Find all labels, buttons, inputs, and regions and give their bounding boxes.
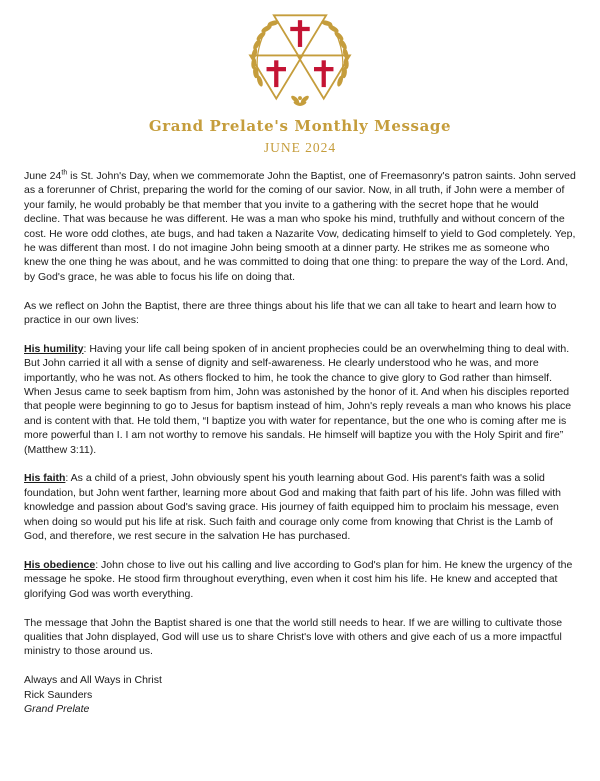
paragraph-intro — [24, 169, 576, 284]
ordinal-suffix: th — [61, 169, 68, 177]
point-text-humility: : Having your life call being spoken of in ancient prophecies could be an overwhelming thing to deal with. But John carried it all with a sense of dignity and self-awareness. He clearly understood who he was, and more importantly, who he was not. As others flocked to him, he took the chance to give glory to God rather than himself. When Jesus came to seek baptism from him, John was astonished by the honor of it. And when his disciples reported that people were beginning to go to Jesus for baptism instead of him, John's reply reveals a man who knows his place and is content with that. He told them, “I baptize you with water for repentance, but the one who is coming after me is more powerful than I. I am not worthy to remove his sandals. He himself will baptize you with the Holy Spirit and fire” (Matthew 3:11). — [24, 342, 572, 456]
signature-name: Rick Saunders — [24, 688, 93, 701]
intro-text-rest: is St. John's Day, when we commemorate John the Baptist, one of Freemasonry's patron saints. John served as a forerunner of Christ, preparing the world for the coming of our savior. Now, in all truth, if John were a member of your family, he would probably be that member that you invite to a gathering with the secret hope that he would decline. That was because he was different. He was a man who spoke his mind, truthfully and without concern of the cost. He wore odd clothes, ate bugs, and had taken a Nazarite Vow, dedicating himself to yield to God completely. Yep, he was different than most. I do not imagine John being smooth at a dinner party. He strikes me as someone who knew the one thing he was about, and he was committed to doing that one thing: to prepare the way of the Lord. And, by God's grace, he was able to focus his life on doing that. — [24, 170, 576, 283]
point-heading-humility: His humility — [24, 342, 84, 355]
signature-title: Grand Prelate — [24, 702, 90, 715]
paragraph-obedience — [24, 558, 576, 601]
page-subtitle-date: JUNE 2024 — [263, 140, 337, 155]
paragraph-closing: The message that John the Baptist shared is one that the world still needs to hear. If we are willing to cultivate those qualities that John displayed, God will use us to share Christ's love with others and give each of us a more impactful ministry to those around us. — [24, 616, 563, 658]
triple-triangle-cross-wreath-icon — [239, 8, 361, 109]
red-crosses — [267, 20, 334, 87]
point-heading-obedience: His obedience — [24, 558, 96, 571]
point-heading-faith: His faith — [24, 472, 66, 485]
page-title: Grand Prelate's Monthly Message — [148, 117, 452, 135]
signature-block — [24, 673, 576, 716]
grand-prelate-emblem — [239, 8, 361, 114]
paragraph-humility — [24, 342, 576, 457]
document-body — [24, 169, 576, 716]
point-text-obedience: : John chose to live out his calling and live according to God's plan for him. He knew the urgency of the message he spoke. He stood firm throughout everything, even when it cost him his life. He knew and accepted that glorifying God was worth everything. — [24, 558, 573, 600]
paragraph-reflection: As we reflect on John the Baptist, there are three things about his life that we can all take to heart and learn how to practice in our own lives: — [24, 299, 557, 327]
intro-text-start: June 24 — [24, 170, 62, 182]
laurel-sprig-bottom — [290, 95, 310, 107]
point-text-faith: : As a child of a priest, John obviously spent his youth learning about God. His parent's faith was a solid foundation, but John went farther, learning more about God and making that faith part of his life. John was filled with knowledge and passion about God's saving grace. His journey of faith equipped him to proclaim his message, even when doing so would put his life at risk. Such faith and courage only come from knowing that Christ is the Lamb of God, and therefore, we rest secure in the salvation He has purchased. — [24, 472, 561, 543]
signature-valediction: Always and All Ways in Christ — [24, 674, 162, 687]
paragraph-faith — [24, 471, 576, 543]
